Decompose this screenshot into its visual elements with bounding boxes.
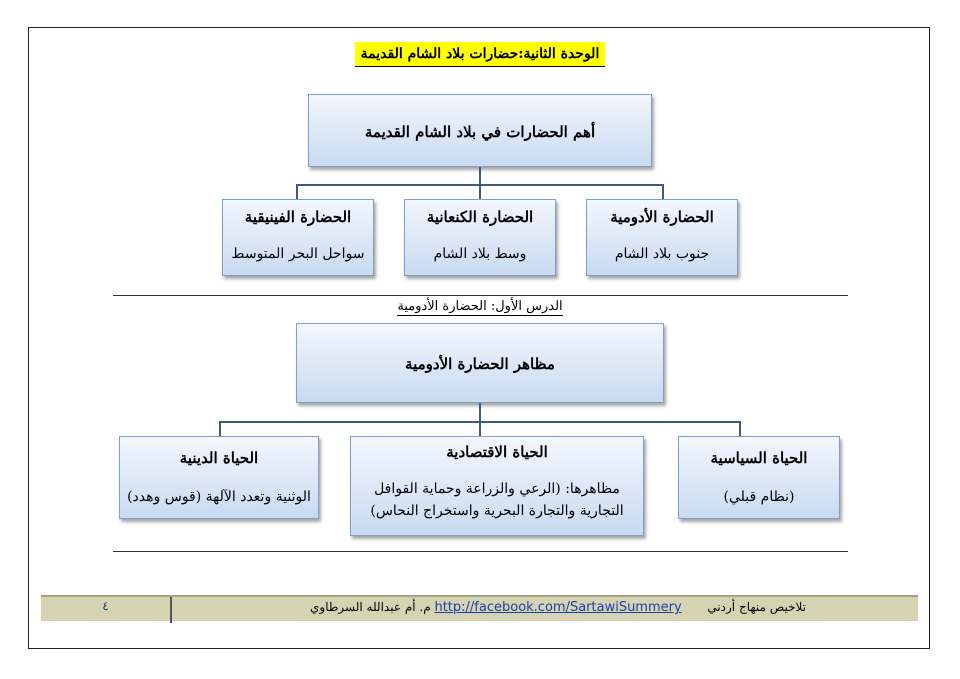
chart1-child-subtitle: جنوب بلاد الشام xyxy=(614,246,710,262)
chart2-child-subtitle-line2: التجارية والتجارة البحرية واستخراج النحاس) xyxy=(370,503,624,519)
chart1-connector-left xyxy=(296,184,298,200)
section-divider-bottom xyxy=(113,551,848,552)
chart2-child-subtitle: (نظام قبلي) xyxy=(723,489,795,505)
chart1-child-title: الحضارة الفينيقية xyxy=(244,208,352,226)
page-number: ٤ xyxy=(102,599,109,613)
chart1-child-edomite xyxy=(586,199,738,276)
chart1-child-subtitle: سواحل البحر المتوسط xyxy=(231,246,365,262)
chart2-child-title: الحياة السياسية xyxy=(710,449,808,467)
chart1-child-title: الحضارة الأدومية xyxy=(610,208,714,226)
chart2-child-title: الحياة الدينية xyxy=(179,449,259,467)
chart1-root-label: أهم الحضارات في بلاد الشام القديمة xyxy=(364,123,596,141)
chart2-child-religious xyxy=(119,436,319,519)
unit-title: الوحدة الثانية:حضارات بلاد الشام القديمة xyxy=(355,42,605,67)
chart1-child-canaanite xyxy=(404,199,556,276)
lesson-label xyxy=(350,299,610,314)
chart1-child-title: الحضارة الكنعانية xyxy=(426,208,534,226)
chart2-child-subtitle: الوثنية وتعدد الآلهة (قوس وهدد) xyxy=(127,489,311,505)
chart2-root-label: مظاهر الحضارة الأدومية xyxy=(405,355,555,373)
chart1-child-phoenician xyxy=(222,199,374,276)
page-footer xyxy=(41,595,918,621)
chart2-connector-right xyxy=(739,421,741,437)
chart1-child-subtitle: وسط بلاد الشام xyxy=(433,246,527,262)
chart1-connector-vertical xyxy=(479,167,481,185)
section-divider-top xyxy=(113,295,848,296)
footer-author: م. أم عبدالله السرطاوي xyxy=(310,600,431,614)
chart2-connector-middle xyxy=(479,421,481,437)
lesson-label-text: الدرس الأول: الحضارة الأدومية xyxy=(397,299,563,314)
chart2-child-economic xyxy=(350,436,644,536)
chart1-root-box xyxy=(308,94,652,167)
chart1-connector-middle xyxy=(479,184,481,200)
chart2-connector-left xyxy=(219,421,221,437)
chart2-root-box xyxy=(296,323,664,403)
footer-credits xyxy=(310,600,806,615)
chart1-connector-right xyxy=(662,184,664,200)
chart2-child-subtitle-line1: مظاهرها: (الرعي والزراعة وحماية القوافل xyxy=(374,481,620,497)
facebook-link[interactable]: http://facebook.com/SartawiSummery xyxy=(434,600,682,615)
chart2-child-political xyxy=(678,436,840,519)
chart2-connector-vertical xyxy=(479,403,481,422)
footer-summary-label: تلاخيص منهاج أردني xyxy=(707,600,806,614)
chart2-child-title: الحياة الاقتصادية xyxy=(446,443,548,461)
footer-divider xyxy=(170,597,172,623)
